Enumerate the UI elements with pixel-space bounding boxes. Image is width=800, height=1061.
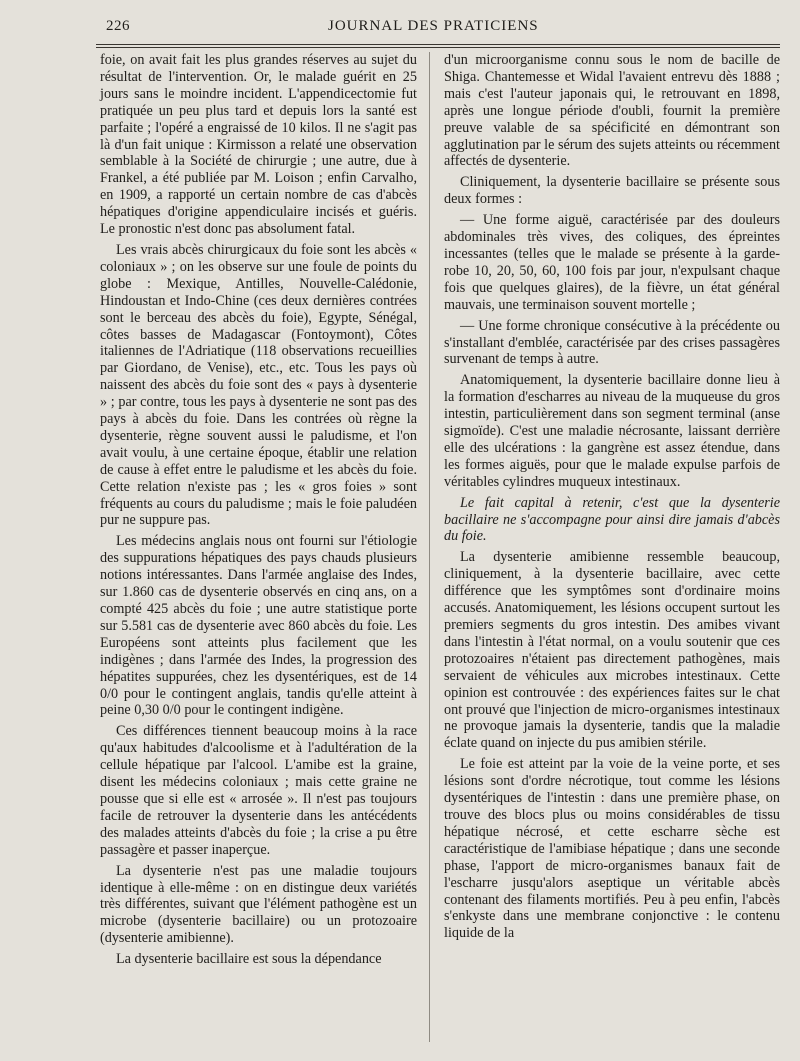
right-column [444,52,780,942]
paragraph: La dysenterie bacillaire est sous la dépendance [116,951,382,968]
header-rule [96,44,780,45]
paragraph: — Une forme chronique consécutive à la précédente ou s'installant d'emblée, caractérisée par des crises passagères survenant de temps à autre. [444,317,780,368]
paragraph: d'un microorganisme connu sous le nom de bacille de Shiga. Chantemesse et Widal l'avaient entrevu dès 1888 ; mais c'est l'auteur japonais qui, le retrouvant en 1898, après une longue période d'oubli, fournit la première preuve valable de sa spécificité en démontrant son agglutination par le sérum des sujets atteints ou récemment affectés de dysenterie. [444,52,780,170]
paragraph: Le foie est atteint par la voie de la veine porte, et ses lésions sont d'ordre nécrotique, tout comme les lésions dysentériques de l'intestin : dans une première phase, on trouve des blocs plus ou moins considérables de tissu hépatique nécrosé, et cette escharre sèche est caractéristique de l'amibiase hépatique ; dans une seconde phase, l'apport de micro-organismes banaux fait de l'escharre jusqu'alors aseptique un véritable abcès contenant des filaments mortifiés. Peu à peu enfin, l'abcès s'enkyste dans une membrane conjonctive : le contenu liquide de la [444,756,780,942]
header-rule-secondary [96,47,780,48]
paragraph: — Une forme aiguë, caractérisée par des douleurs abdominales très vives, des coliques, des épreintes incessantes (telles que le malade se présente à la garde-robe 10, 20, 50, 60, 100 fois par jour, n'expulsant chaque fois que quelques glaires), de la fièvre, un état général mauvais, une terminaison souvent mortelle ; [444,212,780,313]
page-number: 226 [106,18,130,34]
paragraph: Anatomiquement, la dysenterie bacillaire donne lieu à la formation d'escharres au niveau de la muqueuse du gros intestin, particulièrement dans son segment terminal (anse sigmoïde). C'est une maladie nécrosante, laissant derrière elle des ulcérations : la gangrène est assez étendue, dans les formes aiguës, pour que le malade expulse parfois de véritables cylindres muqueux intestinaux. [444,372,780,490]
paragraph: foie, on avait fait les plus grandes réserves au sujet du résultat de l'intervention. Or, le malade guérit en 25 jours sans le moindre incident. L'appendicectomie fut pratiquée un peu plus tard et depuis lors la santé est parfaite ; l'opéré a engraissé de 10 kilos. Il ne s'agit pas là d'un fait unique : Kirmisson a relaté une observation semblable à la Société de chirurgie ; une autre, due à Frankel, a été publiée par M. Loison ; enfin Carvalho, en 1909, a rapporté un certain nombre de cas d'abcès hépatiques d'origine appendiculaire incisés et guéris. Le pronostic n'est donc pas absolument fatal. [100,52,417,238]
running-title: JOURNAL DES PRATICIENS [328,18,539,34]
paragraph: Les médecins anglais nous ont fourni sur l'étiologie des suppurations hépatiques des pays chauds plusieurs notions intéressantes. Dans l'armée anglaise des Indes, sur 1.860 cas de dysenterie observés en cinq ans, on a compté 425 abcès du foie ; une autre statistique porte sur 5.581 cas de dysenterie avec 860 abcès du foie. Les Européens sont atteints plus facilement que les indigènes ; dans l'armée des Indes, la progression des hépatites suppurées, chez les dysentériques, est de 14 0/0 pour le contingent anglais, tandis qu'elle atteint à peine 0,30 0/0 pour le contingent indigène. [100,533,417,719]
paragraph: La dysenterie n'est pas une maladie toujours identique à elle-même : on en distingue deux variétés très différentes, suivant que l'élément pathogène est un microbe (dysenterie bacillaire) ou un protozoaire (dysenterie amibienne). [100,862,417,947]
paragraph: Les vrais abcès chirurgicaux du foie sont les abcès « coloniaux » ; on les observe sur une foule de points du globe : Mexique, Antilles, Nouvelle-Calédonie, Hindoustan et Indo-Chine (ces deux dernières contrées sont le berceau des abcès du foie), Egypte, Sénégal, côtes basses de Madagascar (Fontoymont), Côtes italiennes de l'Adriatique (118 observations recueillies par Giordano, de Venise), etc., etc. Tous les pays où naissent des abcès du foie sont des « pays à dysenterie » ; par contre, tous les pays à dysenterie ne sont pas des pays à abcès du foie. Dans les contrées où règne la dysenterie, règne souvent aussi le paludisme, et l'on avait voulu, à une certaine époque, établir une relation de cause à effet entre le paludisme et les abcès du foie. Cette relation n'existe pas ; les « gros foies » sont fréquents au cours du paludisme ; mais le foie paludéen pur ne suppure pas. [100,241,417,529]
paragraph: La dysenterie amibienne ressemble beaucoup, cliniquement, à la dysenterie bacillaire, avec cette différence que les symptômes sont d'ordinaire moins accusés. Anatomiquement, les lésions occupent surtout les premiers segments du gros intestin. Des amibes vivant dans l'intestin à l'état normal, on a voulu soutenir que ces protozoaires n'étaient pas directement pathogènes, mais servaient de véhicules aux microbes intestinaux. Cette opinion est controuvée : des expériences faites sur le chat ont prouvé que l'injection de micro-organismes intestinaux ne provoque jamais la dysenterie, tandis que la maladie éclate quand on injecte du pus amibien stérile. [444,549,780,752]
page-header [96,16,780,40]
left-column [100,52,417,968]
paragraph: Cliniquement, la dysenterie bacillaire se présente sous deux formes : [444,174,780,208]
paragraph: Ces différences tiennent beaucoup moins à la race qu'aux habitudes d'alcoolisme et à l'adultération de la cellule hépatique par l'alcool. L'amibe est la graine, disent les médecins coloniaux ; mais cette graine ne pousse que si elle est « arrosée ». Il n'est pas toujours facile de retrouver la dysenterie dans les antécédents des malades atteints d'abcès du foie ; la crise a pu être passagère et passer inaperçue. [100,723,417,858]
paragraph: Le fait capital à retenir, c'est que la dysenterie bacillaire ne s'accompagne pour ainsi dire jamais d'abcès du foie. [444,494,780,545]
column-divider [429,52,430,1042]
